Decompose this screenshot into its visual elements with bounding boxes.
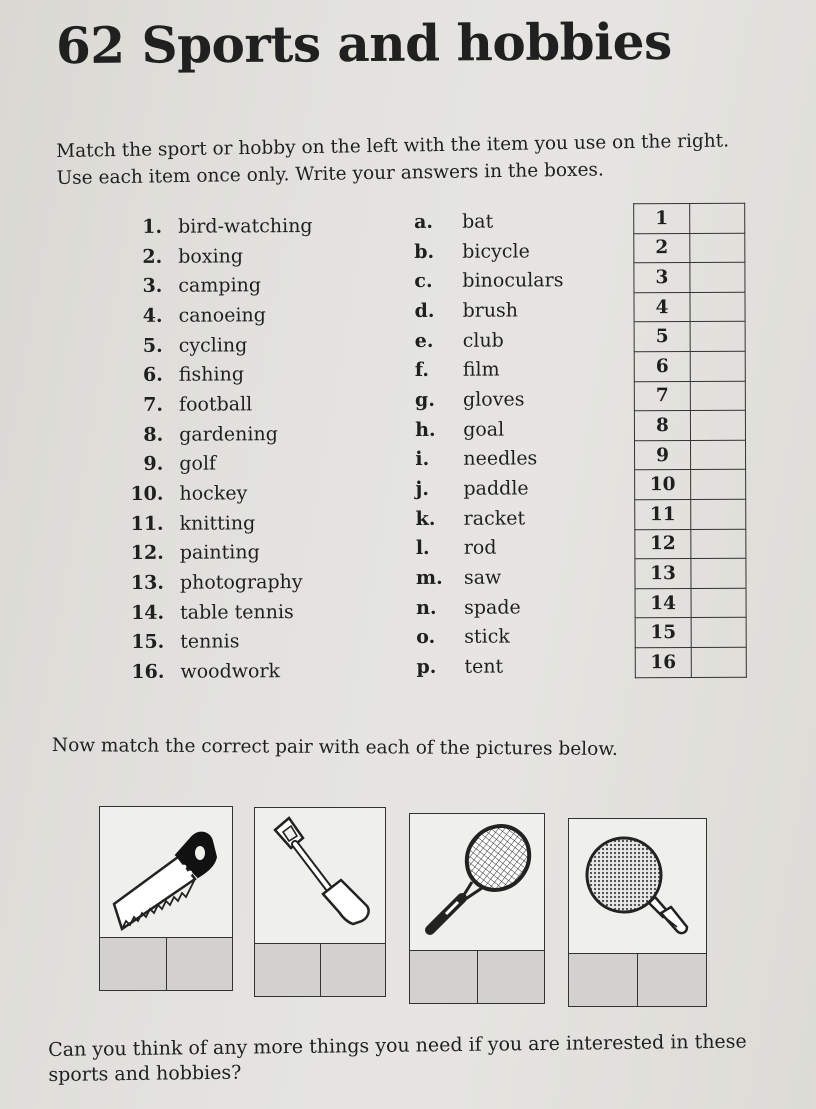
answer-box[interactable] xyxy=(690,351,745,381)
sport-number: 3. xyxy=(142,274,163,298)
sport-number: 11. xyxy=(130,512,164,535)
picture-card-bat xyxy=(568,818,707,1007)
item-name: tent xyxy=(464,655,504,678)
picture-answer-boxes xyxy=(255,943,385,996)
answer-number: 14 xyxy=(635,588,691,618)
answer-number: 2 xyxy=(634,233,690,263)
item-row xyxy=(416,562,565,592)
item-name: stick xyxy=(464,625,510,649)
picture-answer-box[interactable] xyxy=(166,938,233,990)
picture-answer-boxes xyxy=(100,937,232,990)
sport-name: table tennis xyxy=(180,600,294,624)
item-letter: c. xyxy=(414,270,433,293)
item-row xyxy=(415,355,564,385)
item-row xyxy=(414,236,563,266)
answer-row xyxy=(635,618,746,648)
sport-number: 1. xyxy=(142,215,163,238)
item-name: club xyxy=(462,329,504,352)
bat-icon xyxy=(569,819,706,953)
item-row xyxy=(416,622,565,652)
sport-row xyxy=(122,597,315,628)
item-letter: b. xyxy=(414,240,435,263)
sport-row xyxy=(121,389,314,420)
follow-up-question xyxy=(48,1029,769,1088)
answer-row xyxy=(634,351,745,381)
pictures-instruction: Now match the correct pair with each of the pictures below. xyxy=(51,735,618,760)
item-name: gloves xyxy=(462,388,525,411)
sport-row xyxy=(122,538,315,569)
answer-row xyxy=(634,410,745,440)
item-row xyxy=(415,384,564,414)
sport-row xyxy=(122,508,315,539)
sport-name: bird-watching xyxy=(178,214,313,238)
item-row xyxy=(414,295,563,325)
answer-row xyxy=(634,262,745,292)
answer-row xyxy=(635,529,746,559)
sport-name: fishing xyxy=(178,363,245,386)
picture-answer-boxes xyxy=(410,950,544,1003)
answer-row xyxy=(634,233,745,263)
item-name: film xyxy=(462,358,500,382)
sport-name: gardening xyxy=(179,422,278,446)
answer-box[interactable] xyxy=(690,381,745,411)
item-letter: g. xyxy=(414,388,435,411)
item-row xyxy=(415,473,564,503)
sport-number: 8. xyxy=(143,423,164,446)
answer-row xyxy=(634,322,745,352)
question-line-1: Can you think of any more things you need if you are interested in these xyxy=(48,1030,747,1061)
answer-box[interactable] xyxy=(691,440,746,470)
picture-answer-box[interactable] xyxy=(637,954,706,1006)
item-name: brush xyxy=(462,299,519,322)
item-row xyxy=(416,652,565,682)
item-letter: a. xyxy=(414,210,434,233)
sport-row xyxy=(120,211,313,242)
sport-number: 2. xyxy=(142,245,163,268)
sport-name: camping xyxy=(178,274,262,297)
sport-name: knitting xyxy=(179,512,256,535)
answer-number: 6 xyxy=(634,351,690,381)
sport-number: 14. xyxy=(130,601,165,624)
answer-box[interactable] xyxy=(690,322,745,352)
item-name: racket xyxy=(463,507,526,530)
sport-row xyxy=(120,241,313,272)
item-row xyxy=(416,533,565,563)
item-letter: m. xyxy=(415,566,443,590)
instructions-line-1: Match the sport or hobby on the left with the item you use on the right. xyxy=(56,130,730,162)
picture-answer-box[interactable] xyxy=(569,954,637,1006)
sport-number: 16. xyxy=(131,660,165,684)
answer-row xyxy=(635,647,746,677)
picture-answer-box[interactable] xyxy=(100,938,166,990)
item-letter: k. xyxy=(415,507,436,530)
picture-answer-box[interactable] xyxy=(255,944,320,996)
picture-answer-box[interactable] xyxy=(320,944,386,996)
sport-number: 6. xyxy=(142,364,163,387)
sports-list xyxy=(120,211,315,687)
answer-box[interactable] xyxy=(691,499,746,529)
answer-box[interactable] xyxy=(690,410,745,440)
page-title: 62 Sports and hobbies xyxy=(55,11,672,76)
item-letter: o. xyxy=(416,626,436,649)
sport-row xyxy=(120,300,313,331)
answer-number: 11 xyxy=(635,499,691,529)
answer-number: 13 xyxy=(635,559,691,589)
question-line-2: sports and hobbies? xyxy=(48,1061,242,1086)
sport-number: 9. xyxy=(143,453,164,476)
item-letter: f. xyxy=(414,359,430,382)
item-name: goal xyxy=(463,418,505,441)
sport-name: photography xyxy=(179,571,303,594)
answer-box[interactable] xyxy=(690,262,745,292)
answer-row xyxy=(634,203,745,233)
answer-row xyxy=(635,440,746,470)
sport-name: hockey xyxy=(179,482,248,505)
answer-number: 3 xyxy=(634,263,690,293)
answer-box[interactable] xyxy=(691,558,746,588)
sport-name: woodwork xyxy=(180,660,281,683)
item-name: saw xyxy=(463,566,502,589)
picture-answer-boxes xyxy=(569,953,706,1006)
sport-name: football xyxy=(178,393,253,416)
answer-number: 9 xyxy=(635,440,691,470)
answer-box[interactable] xyxy=(691,647,746,677)
sport-row xyxy=(120,270,313,301)
item-row xyxy=(416,592,565,622)
picture-answer-box[interactable] xyxy=(410,951,477,1003)
answer-box[interactable] xyxy=(691,529,746,559)
sport-row xyxy=(122,656,315,687)
instructions xyxy=(56,127,757,192)
answer-number: 5 xyxy=(634,322,690,352)
sport-name: boxing xyxy=(178,244,244,268)
item-letter: h. xyxy=(415,418,436,441)
picture-card-racket xyxy=(409,813,545,1004)
sport-row xyxy=(122,627,315,658)
answer-number: 12 xyxy=(635,529,691,559)
picture-card-saw xyxy=(99,806,233,991)
sport-row xyxy=(121,330,314,361)
sport-number: 7. xyxy=(143,393,164,416)
item-row xyxy=(414,266,563,296)
sport-number: 13. xyxy=(130,571,165,595)
sport-name: canoeing xyxy=(178,304,266,327)
racket-icon xyxy=(410,814,544,948)
item-letter: e. xyxy=(414,329,434,352)
answer-row xyxy=(635,558,746,588)
answer-number: 16 xyxy=(635,647,691,677)
sport-name: tennis xyxy=(180,630,240,654)
answer-box[interactable] xyxy=(690,233,745,263)
item-name: binoculars xyxy=(462,269,564,292)
item-letter: i. xyxy=(415,448,430,471)
item-name: bicycle xyxy=(462,239,530,263)
answer-number: 10 xyxy=(635,470,691,500)
item-letter: n. xyxy=(416,596,437,619)
saw-icon xyxy=(100,807,232,937)
answer-number: 7 xyxy=(634,381,690,411)
answer-row xyxy=(634,292,745,322)
sport-number: 4. xyxy=(142,304,163,327)
answer-table xyxy=(633,203,747,678)
sport-name: cycling xyxy=(178,333,248,357)
sport-number: 5. xyxy=(142,334,163,357)
answer-row xyxy=(634,381,745,411)
instructions-line-2: Use each item once only. Write your answers in the boxes. xyxy=(56,159,604,189)
sport-name: painting xyxy=(179,541,260,565)
item-name: bat xyxy=(462,210,494,233)
answer-row xyxy=(635,499,746,529)
item-name: rod xyxy=(463,536,497,560)
item-name: spade xyxy=(464,596,521,619)
sport-number: 12. xyxy=(130,542,164,565)
sport-row xyxy=(121,448,314,479)
answer-number: 8 xyxy=(634,411,690,441)
item-name: needles xyxy=(463,447,538,471)
sport-name: golf xyxy=(179,452,217,476)
answer-row xyxy=(635,588,746,618)
sport-row xyxy=(121,478,314,509)
answer-number: 1 xyxy=(634,203,690,233)
item-row xyxy=(414,206,563,236)
picture-answer-box[interactable] xyxy=(477,951,545,1003)
answer-box[interactable] xyxy=(690,292,745,322)
item-letter: p. xyxy=(416,656,437,679)
item-letter: l. xyxy=(415,537,430,560)
item-row xyxy=(415,325,564,355)
answer-box[interactable] xyxy=(691,618,746,648)
item-letter: d. xyxy=(414,299,435,322)
spade-icon xyxy=(255,808,385,942)
item-row xyxy=(415,444,564,474)
item-row xyxy=(415,414,564,444)
answer-row xyxy=(635,470,746,500)
sport-number: 10. xyxy=(130,482,164,505)
sport-row xyxy=(121,359,314,390)
item-name: paddle xyxy=(463,477,529,500)
answer-box[interactable] xyxy=(690,203,745,233)
answer-box[interactable] xyxy=(691,470,746,500)
sport-number: 15. xyxy=(131,631,165,654)
sport-row xyxy=(122,567,315,598)
answer-number: 15 xyxy=(635,618,691,648)
picture-card-spade xyxy=(254,807,386,997)
sport-row xyxy=(121,419,314,450)
item-letter: j. xyxy=(415,477,430,501)
answer-number: 4 xyxy=(634,292,690,322)
items-list xyxy=(414,206,566,682)
answer-box[interactable] xyxy=(691,588,746,618)
item-row xyxy=(416,503,565,533)
